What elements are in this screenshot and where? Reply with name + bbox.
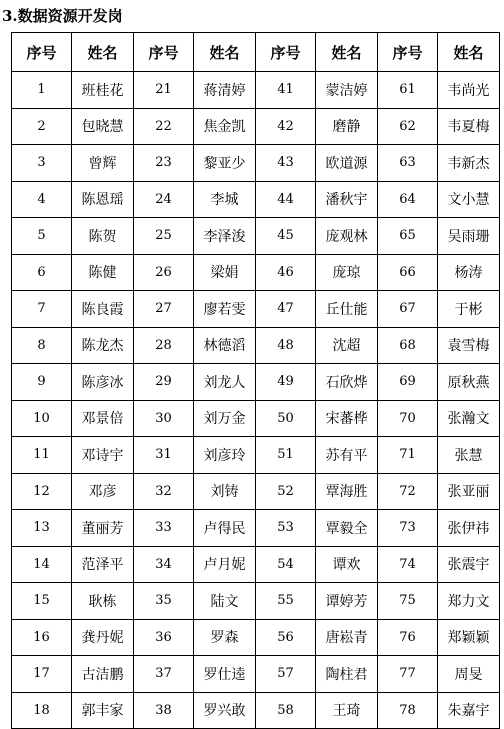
candidate-name-cell: 耿栋	[72, 583, 134, 620]
candidate-name-cell: 庞观林	[316, 218, 378, 255]
candidate-name-cell: 刘龙人	[194, 364, 256, 401]
serial-number-cell: 50	[256, 400, 316, 437]
serial-number-cell: 55	[256, 583, 316, 620]
serial-number-cell: 30	[134, 400, 194, 437]
candidate-name-cell: 李泽浚	[194, 218, 256, 255]
serial-number-cell: 52	[256, 473, 316, 510]
table-row	[12, 364, 500, 401]
candidate-name-cell: 罗森	[194, 619, 256, 656]
candidate-name-cell: 陶柱君	[316, 656, 378, 693]
candidate-name-cell: 韦尚光	[438, 72, 500, 109]
candidate-name-cell: 陆文	[194, 583, 256, 620]
candidate-name-cell: 李城	[194, 181, 256, 218]
header-name: 姓名	[194, 33, 256, 72]
candidate-name-cell: 包晓慧	[72, 108, 134, 145]
serial-number-cell: 3	[12, 145, 72, 182]
serial-number-cell: 9	[12, 364, 72, 401]
candidate-name-cell: 张瀚文	[438, 400, 500, 437]
candidate-name-cell: 焦金凯	[194, 108, 256, 145]
header-name: 姓名	[316, 33, 378, 72]
table-row	[12, 72, 500, 109]
serial-number-cell: 25	[134, 218, 194, 255]
candidate-name-cell: 于彬	[438, 291, 500, 328]
serial-number-cell: 14	[12, 546, 72, 583]
serial-number-cell: 72	[378, 473, 438, 510]
candidate-name-cell: 刘万金	[194, 400, 256, 437]
candidate-name-cell: 张慧	[438, 437, 500, 474]
serial-number-cell: 21	[134, 72, 194, 109]
table-row	[12, 327, 500, 364]
candidate-name-cell: 覃毅全	[316, 510, 378, 547]
serial-number-cell: 63	[378, 145, 438, 182]
serial-number-cell: 13	[12, 510, 72, 547]
candidate-name-cell: 谭欢	[316, 546, 378, 583]
serial-number-cell: 27	[134, 291, 194, 328]
serial-number-cell: 29	[134, 364, 194, 401]
candidate-name-cell: 古洁鹏	[72, 656, 134, 693]
candidate-name-cell: 朱嘉宇	[438, 692, 500, 729]
serial-number-cell: 51	[256, 437, 316, 474]
serial-number-cell: 48	[256, 327, 316, 364]
serial-number-cell: 37	[134, 656, 194, 693]
serial-number-cell: 47	[256, 291, 316, 328]
candidate-name-cell: 黎亚少	[194, 145, 256, 182]
candidate-name-cell: 袁雪梅	[438, 327, 500, 364]
candidate-name-cell: 廖若雯	[194, 291, 256, 328]
candidate-name-cell: 覃海胜	[316, 473, 378, 510]
serial-number-cell: 34	[134, 546, 194, 583]
serial-number-cell: 46	[256, 254, 316, 291]
table-row	[12, 619, 500, 656]
serial-number-cell: 11	[12, 437, 72, 474]
candidate-table	[11, 32, 500, 729]
candidate-name-cell: 沈超	[316, 327, 378, 364]
serial-number-cell: 16	[12, 619, 72, 656]
candidate-name-cell: 张亚丽	[438, 473, 500, 510]
serial-number-cell: 53	[256, 510, 316, 547]
table-body	[12, 72, 500, 729]
serial-number-cell: 49	[256, 364, 316, 401]
candidate-name-cell: 周旻	[438, 656, 500, 693]
candidate-name-cell: 林德滔	[194, 327, 256, 364]
serial-number-cell: 42	[256, 108, 316, 145]
candidate-name-cell: 唐崧青	[316, 619, 378, 656]
serial-number-cell: 61	[378, 72, 438, 109]
serial-number-cell: 31	[134, 437, 194, 474]
header-serial: 序号	[256, 33, 316, 72]
serial-number-cell: 62	[378, 108, 438, 145]
candidate-name-cell: 陈贺	[72, 218, 134, 255]
candidate-name-cell: 卢得民	[194, 510, 256, 547]
serial-number-cell: 24	[134, 181, 194, 218]
table-row	[12, 145, 500, 182]
section-title: 3.数据资源开发岗	[2, 7, 123, 25]
serial-number-cell: 38	[134, 692, 194, 729]
header-serial: 序号	[12, 33, 72, 72]
serial-number-cell: 6	[12, 254, 72, 291]
serial-number-cell: 28	[134, 327, 194, 364]
serial-number-cell: 12	[12, 473, 72, 510]
serial-number-cell: 7	[12, 291, 72, 328]
candidate-name-cell: 蒋清婷	[194, 72, 256, 109]
candidate-name-cell: 潘秋宇	[316, 181, 378, 218]
serial-number-cell: 1	[12, 72, 72, 109]
table-row	[12, 108, 500, 145]
candidate-name-cell: 罗兴敢	[194, 692, 256, 729]
serial-number-cell: 69	[378, 364, 438, 401]
serial-number-cell: 18	[12, 692, 72, 729]
candidate-name-cell: 邓诗宇	[72, 437, 134, 474]
candidate-name-cell: 陈良霞	[72, 291, 134, 328]
serial-number-cell: 35	[134, 583, 194, 620]
serial-number-cell: 45	[256, 218, 316, 255]
header-name: 姓名	[438, 33, 500, 72]
serial-number-cell: 70	[378, 400, 438, 437]
table-row	[12, 181, 500, 218]
candidate-name-cell: 原秋燕	[438, 364, 500, 401]
serial-number-cell: 4	[12, 181, 72, 218]
candidate-name-cell: 陈彦冰	[72, 364, 134, 401]
candidate-name-cell: 邓景倍	[72, 400, 134, 437]
header-serial: 序号	[378, 33, 438, 72]
serial-number-cell: 10	[12, 400, 72, 437]
serial-number-cell: 77	[378, 656, 438, 693]
serial-number-cell: 8	[12, 327, 72, 364]
candidate-name-cell: 石欣烨	[316, 364, 378, 401]
serial-number-cell: 22	[134, 108, 194, 145]
candidate-name-cell: 磨静	[316, 108, 378, 145]
candidate-name-cell: 龚丹妮	[72, 619, 134, 656]
table-row	[12, 583, 500, 620]
candidate-name-cell: 邓彦	[72, 473, 134, 510]
serial-number-cell: 36	[134, 619, 194, 656]
candidate-name-cell: 丘仕能	[316, 291, 378, 328]
candidate-name-cell: 张伊祎	[438, 510, 500, 547]
candidate-name-cell: 曾辉	[72, 145, 134, 182]
candidate-name-cell: 郭丰家	[72, 692, 134, 729]
candidate-name-cell: 庞琼	[316, 254, 378, 291]
candidate-name-cell: 蒙洁婷	[316, 72, 378, 109]
table-row	[12, 546, 500, 583]
candidate-name-cell: 刘铸	[194, 473, 256, 510]
table-row	[12, 510, 500, 547]
candidate-name-cell: 郑力文	[438, 583, 500, 620]
serial-number-cell: 54	[256, 546, 316, 583]
serial-number-cell: 32	[134, 473, 194, 510]
candidate-name-cell: 范泽平	[72, 546, 134, 583]
serial-number-cell: 17	[12, 656, 72, 693]
serial-number-cell: 15	[12, 583, 72, 620]
candidate-name-cell: 陈健	[72, 254, 134, 291]
candidate-name-cell: 文小慧	[438, 181, 500, 218]
serial-number-cell: 33	[134, 510, 194, 547]
table-row	[12, 437, 500, 474]
serial-number-cell: 56	[256, 619, 316, 656]
table-row	[12, 218, 500, 255]
candidate-name-cell: 郑颖颖	[438, 619, 500, 656]
candidate-name-cell: 董丽芳	[72, 510, 134, 547]
candidate-name-cell: 陈恩瑶	[72, 181, 134, 218]
table-row	[12, 473, 500, 510]
candidate-name-cell: 梁娟	[194, 254, 256, 291]
table-header-row	[12, 33, 500, 72]
candidate-name-cell: 卢月妮	[194, 546, 256, 583]
candidate-name-cell: 王琦	[316, 692, 378, 729]
serial-number-cell: 57	[256, 656, 316, 693]
candidate-name-cell: 谭婷芳	[316, 583, 378, 620]
candidate-name-cell: 陈龙杰	[72, 327, 134, 364]
table-row	[12, 400, 500, 437]
candidate-name-cell: 欧道源	[316, 145, 378, 182]
candidate-name-cell: 杨涛	[438, 254, 500, 291]
header-serial: 序号	[134, 33, 194, 72]
table-row	[12, 254, 500, 291]
serial-number-cell: 74	[378, 546, 438, 583]
candidate-name-cell: 宋蕃桦	[316, 400, 378, 437]
serial-number-cell: 71	[378, 437, 438, 474]
serial-number-cell: 5	[12, 218, 72, 255]
table-row	[12, 291, 500, 328]
serial-number-cell: 44	[256, 181, 316, 218]
serial-number-cell: 66	[378, 254, 438, 291]
header-name: 姓名	[72, 33, 134, 72]
serial-number-cell: 43	[256, 145, 316, 182]
serial-number-cell: 73	[378, 510, 438, 547]
candidate-name-cell: 刘彦玲	[194, 437, 256, 474]
serial-number-cell: 75	[378, 583, 438, 620]
serial-number-cell: 65	[378, 218, 438, 255]
table-row	[12, 656, 500, 693]
serial-number-cell: 76	[378, 619, 438, 656]
candidate-name-cell: 苏有平	[316, 437, 378, 474]
candidate-name-cell: 吴雨珊	[438, 218, 500, 255]
serial-number-cell: 68	[378, 327, 438, 364]
serial-number-cell: 58	[256, 692, 316, 729]
candidate-name-cell: 罗仕逵	[194, 656, 256, 693]
candidate-name-cell: 张震宇	[438, 546, 500, 583]
serial-number-cell: 67	[378, 291, 438, 328]
candidate-name-cell: 韦新杰	[438, 145, 500, 182]
serial-number-cell: 78	[378, 692, 438, 729]
candidate-name-cell: 韦夏梅	[438, 108, 500, 145]
serial-number-cell: 23	[134, 145, 194, 182]
serial-number-cell: 2	[12, 108, 72, 145]
serial-number-cell: 26	[134, 254, 194, 291]
serial-number-cell: 41	[256, 72, 316, 109]
serial-number-cell: 64	[378, 181, 438, 218]
candidate-name-cell: 班桂花	[72, 72, 134, 109]
table-row	[12, 692, 500, 729]
